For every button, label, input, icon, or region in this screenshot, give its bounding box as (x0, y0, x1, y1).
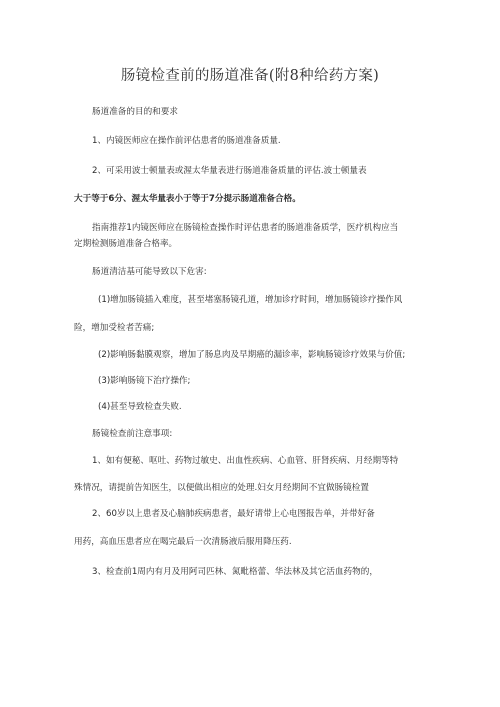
list-item: (3)影响肠镜下治疗操作; (98, 376, 191, 386)
paragraph-line: 用药，高血压患者应在喝完最后一次清肠液后服用降压药. (74, 537, 292, 547)
list-item: (4)甚至导致检查失败. (98, 402, 182, 412)
list-item: (1)增加肠镜插入难度，甚至堵塞肠镜孔道，增加诊疗时间，增加肠镜诊疗操作风 (98, 295, 403, 305)
paragraph-line: 殊情况，请提前告知医生，以便做出相应的处理.妇女月经期间不宜做肠镜检置 (74, 483, 369, 493)
section-heading-precautions: 肠镜检查前注意事项: (92, 429, 173, 439)
paragraph-line: 定期检测肠道准备合格率。 (74, 239, 178, 249)
paragraph-line: 2、60岁以上患者及心脑肺疾病患者，最好请带上心电图报告单，并带好备 (92, 509, 375, 519)
paragraph-line: 大于等于6分、渥太华量表小于等于7分提示肠道准备合格。 (74, 194, 301, 204)
paragraph-line: 1、内镜医师应在操作前评估患者的肠道准备质量. (92, 136, 281, 146)
paragraph-line: 3、检查前1周内有月及用阿司匹林、氮毗格蕾、华法林及其它活血药物的， (92, 567, 378, 577)
paragraph-line: 1、如有便秘、呕吐、药物过敏史、出血性疾病、心血管、肝肾疾病、月经期等特 (92, 456, 399, 466)
paragraph-line: 2、可采用波士顿量表或渥太华量表进行肠道准备质量的评估.波士顿量表 (92, 166, 367, 176)
list-item: (2)影响肠黏膜观察，增加了肠息肉及早期癌的漏诊率，影响肠镜诊疗效果与价值; (98, 350, 406, 360)
section-heading-hazards: 肠道清洁基可能导致以下危害: (92, 267, 207, 277)
list-item-continuation: 险，增加受检者苦痛; (74, 323, 155, 333)
document-title: 肠镜检查前的肠道准备(附8种给药方案) (120, 68, 380, 84)
section-heading-purpose: 肠道准备的目的和要求 (92, 107, 178, 117)
paragraph-line: 指南推荐1内镜医师应在肠镜检查操作时评估患者的肠道准备质学，医疗机构应当 (92, 223, 399, 233)
